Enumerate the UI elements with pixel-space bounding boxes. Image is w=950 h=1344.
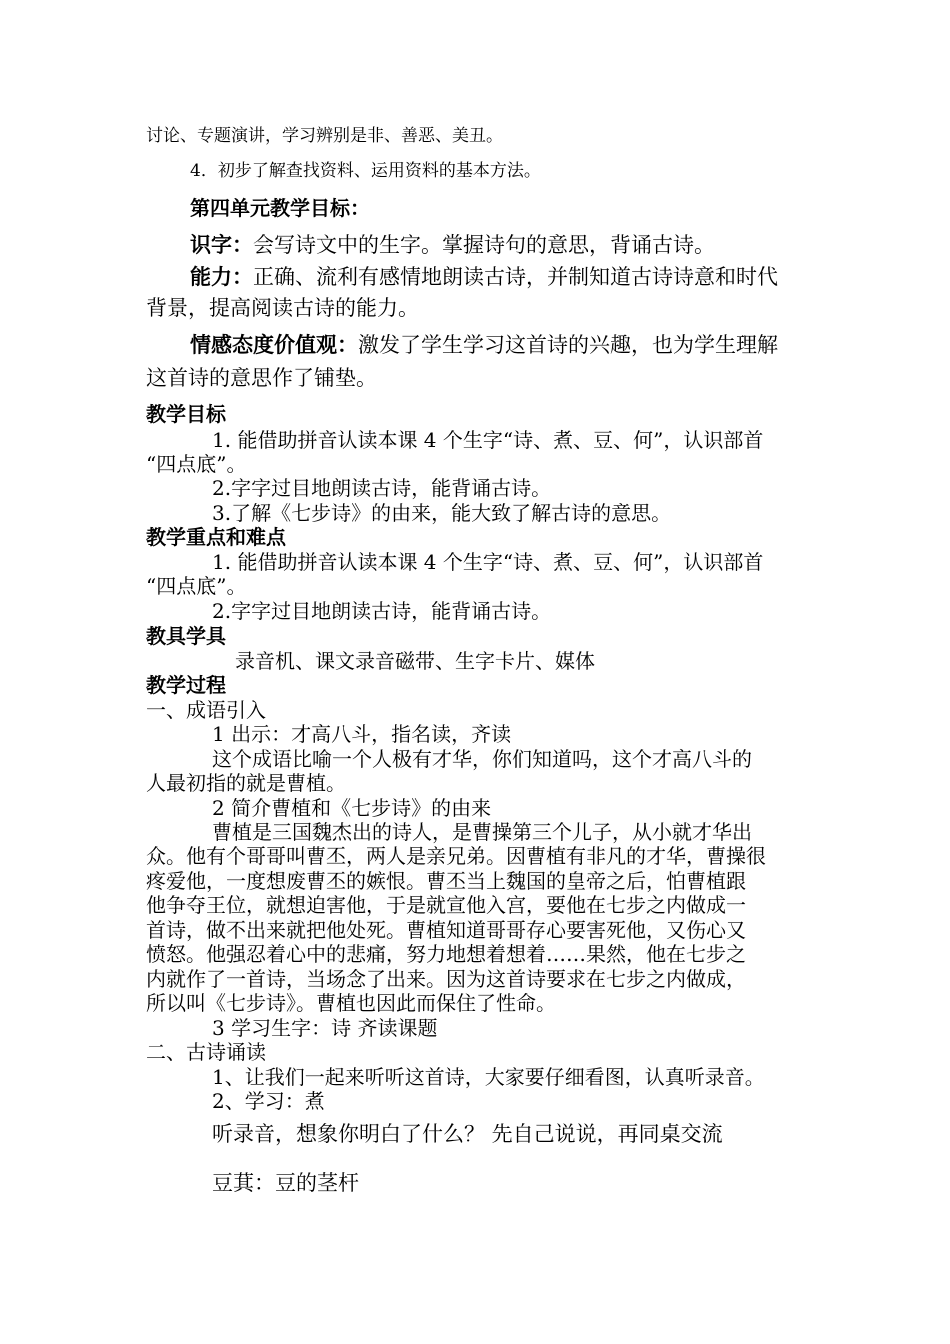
section-1-p2b: 人最初指的就是曹植。 [146,771,346,795]
story-line: 他争夺王位，就想迫害他，于是就宣他入宫，要他在七步之内做成一 [146,893,746,917]
emotion-text-1: 激发了学生学习这首诗的兴趣，也为学生理解 [358,333,778,357]
ability-label: 能力： [190,264,253,289]
story-line: 所以叫《七步诗》。曹植也因此而保住了性命。 [146,991,556,1015]
section-1-p2a: 这个成语比喻一个人极有才华，你们知道吗，这个才高八斗的 [212,747,752,771]
unit4-heading: 第四单元教学目标： [190,196,370,220]
keypoints-item-2: 2.字字过目地朗读古诗，能背诵古诗。 [212,599,552,623]
goals-item-2: 2.字字过目地朗读古诗，能背诵古诗。 [212,476,552,500]
emotion-label: 情感态度价值观： [190,332,358,357]
goals-item-3: 3.了解《七步诗》的由来，能大致了解古诗的意思。 [212,501,672,525]
ability-text-1: 正确、流利有感情地朗读古诗，并制知道古诗诗意和时代 [253,265,778,289]
goals-item-1b: “四点底”。 [146,452,247,476]
story-line: 疼爱他，一度想废曹丕的嫉恨。曹丕当上魏国的皇帝之后，怕曹植跟 [146,869,746,893]
section-2-p2: 2、学习：煮 [212,1089,325,1113]
section-1-p4: 3 学习生字：诗 齐读课题 [212,1016,438,1040]
story-line: 首诗，做不出来就把他处死。曹植知道哥哥存心要害死他，又伤心又 [146,918,746,942]
goals-heading: 教学目标 [146,402,226,426]
literacy-text: 会写诗文中的生字。掌握诗句的意思，背诵古诗。 [253,233,715,257]
story-line: 内就作了一首诗，当场念了出来。因为这首诗要求在七步之内做成， [146,967,746,991]
intro-line-1: 讨论、专题演讲，学习辨别是非、善恶、美丑。 [146,126,503,146]
unit4-ability [190,266,778,288]
section-2-p1: 1、让我们一起来听听这首诗，大家要仔细看图，认真听录音。 [212,1065,765,1089]
section-2-p4: 豆萁：豆的茎杆 [212,1171,359,1195]
section-2-title: 二、古诗诵读 [146,1040,266,1064]
section-1-p1: 1 出示：才高八斗，指名读，齐读 [212,722,512,746]
ability-text-2: 背景，提高阅读古诗的能力。 [146,296,419,320]
goals-item-1a: 1. 能借助拼音认读本课 4 个生字“诗、煮、豆、何”，认识部首 [212,428,764,452]
story-line: 众。他有个哥哥叫曹丕，两人是亲兄弟。因曹植有非凡的才华，曹操很 [146,844,766,868]
keypoints-heading: 教学重点和难点 [146,525,286,549]
emotion-text-2: 这首诗的意思作了铺垫。 [146,366,377,390]
tools-heading: 教具学具 [146,624,226,648]
section-1-p3: 2 简介曹植和《七步诗》的由来 [212,796,492,820]
section-1-title: 一、成语引入 [146,698,266,722]
story-line: 愤怒。他强忍着心中的悲痛，努力地想着想着……果然，他在七步之 [146,942,746,966]
keypoints-item-1a: 1. 能借助拼音认读本课 4 个生字“诗、煮、豆、何”，认识部首 [212,550,764,574]
story-line: 曹植是三国魏杰出的诗人，是曹操第三个儿子，从小就才华出 [212,820,752,844]
literacy-label: 识字： [190,232,253,257]
keypoints-item-1b: “四点底”。 [146,574,247,598]
unit4-emotion [190,334,778,356]
intro-line-2: 4．初步了解查找资料、运用资料的基本方法。 [190,161,541,181]
tools-text: 录音机、课文录音磁带、生字卡片、媒体 [235,649,595,673]
process-heading: 教学过程 [146,673,226,697]
unit4-literacy [190,234,715,256]
section-2-p3: 听录音，想象你明白了什么？ 先自己说说，再同桌交流 [212,1122,723,1146]
